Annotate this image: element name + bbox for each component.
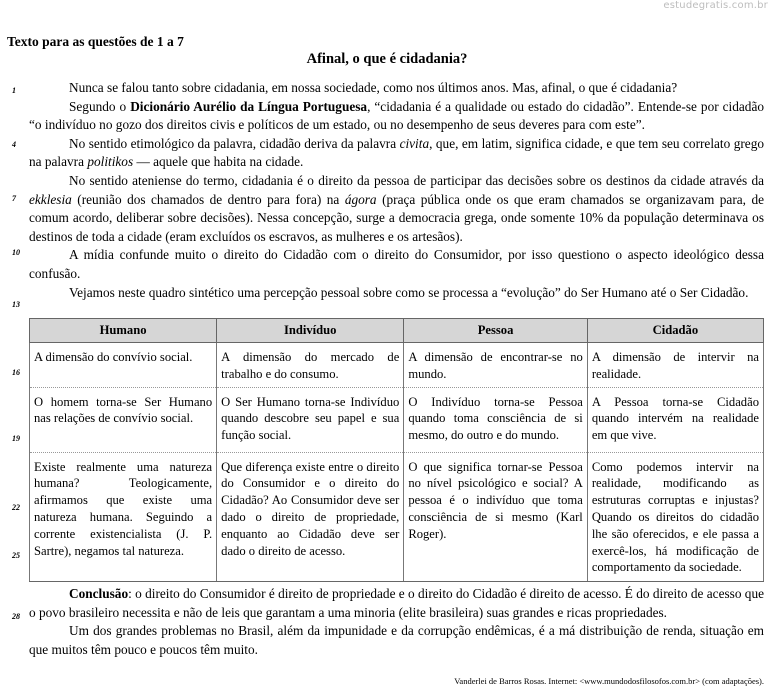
paragraph: Vejamos neste quadro sintético uma percepção pessoal sobre como se processa a “evolução” do Ser Humano até o Ser Cidadão. <box>69 284 749 300</box>
line-number: 25 <box>12 551 20 560</box>
table-cell: A dimensão de intervir na realidade. <box>587 343 763 388</box>
paragraph: A mídia confunde muito o direito do Cidadão com o direito do Consumidor, por isso questiono o aspecto ideológico dessa confusão. <box>29 247 764 281</box>
text-run: No sentido etimológico da palavra, cidadão deriva da palavra <box>69 135 400 151</box>
text-run: : o direito do Consumidor é direito de propriedade e o direito do Cidadão é direito de acesso. É do direito de acesso que o povo brasileiro necessita e não de leis que garantam a uma minoria (elite brasileira) suas grandes e ricas propriedades. <box>29 586 764 620</box>
table-cell: Como podemos intervir na realidade, modificando as estruturas corruptas e injustas? Quando os direitos do cidadão lhe são oferecidos, e ele passa a exercê-los, há modificação de comportamento da sociedade. <box>587 452 763 581</box>
section-heading: Texto para as questões de 1 a 7 <box>7 34 184 49</box>
text-run: , que, em latim, significa cidade, e que tem seu correlato grego na palavra <box>29 135 764 170</box>
paragraph: Um dos grandes problemas no Brasil, além da impunidade e da corrupção endêmicas, é a má distribuição de renda, situação em que muitos têm pouco e poucos têm muito. <box>29 623 764 657</box>
greek-term: ágora <box>344 191 377 207</box>
column-header: Humano <box>30 319 217 343</box>
text-run: No sentido ateniense do termo, cidadania é o direito da pessoa de participar das decisões sobre os destinos da cidade através da <box>69 172 764 188</box>
text-run: (reunião dos chamados de dentro para fora) na <box>71 191 345 207</box>
line-number: 22 <box>12 503 20 512</box>
table-row <box>30 387 764 452</box>
table-cell: O homem torna-se Ser Humano nas relações de convívio social. <box>30 387 217 452</box>
conclusion-label: Conclusão <box>69 586 129 601</box>
table-cell: A dimensão do mercado de trabalho e do consumo. <box>217 343 404 388</box>
comparison-table <box>29 318 764 582</box>
greek-term: ekklesia <box>29 191 72 207</box>
table-cell: Que diferença existe entre o direito do Consumidor e o direito do Cidadão? Ao Consumidor deve ser dado o direito de propriedade, enquanto ao Cidadão deve ser dado o direito de acesso. <box>217 452 404 581</box>
table-cell: O Indivíduo torna-se Pessoa quando toma consciência de si mesmo, do outro e do mundo. <box>404 387 588 452</box>
table-cell: A dimensão do convívio social. <box>30 343 217 388</box>
table-cell: A dimensão de encontrar-se no mundo. <box>404 343 588 388</box>
table-header-row <box>30 319 764 343</box>
line-number: 19 <box>12 434 20 443</box>
line-number: 13 <box>12 300 20 309</box>
watermark: estudegratis.com.br <box>663 0 768 11</box>
paragraph: Nunca se falou tanto sobre cidadania, em nossa sociedade, como nos últimos anos. Mas, afinal, o que é cidadania? <box>69 80 678 95</box>
source-citation: Vanderlei de Barros Rosas. Internet: <www.mundodosfilosofos.com.br> (com adaptações). <box>454 676 764 686</box>
line-number: 10 <box>12 248 20 257</box>
text-run: (praça pública onde os que eram chamados se organizavam para, de comum acordo, deliberar sobre decisões). Nessa concepção, surge a democracia grega, onde somente 10% da população determinava os destinos de toda a cidade (eram excluídos os escravos, as mulheres e os artesãos). <box>29 191 764 244</box>
line-number: 7 <box>12 194 16 203</box>
greek-term: politikos <box>87 154 134 170</box>
line-number: 4 <box>12 140 16 149</box>
text-run: , “cidadania é a qualidade ou estado do cidadão”. Entende-se por cidadão “o indivíduo no gozo dos direitos civis e políticos de um estado, ou no desempenho de seus deveres para com este”. <box>29 98 764 133</box>
paragraph <box>29 135 764 172</box>
line-number: 28 <box>12 612 20 621</box>
text-title: Afinal, o que é cidadania? <box>306 51 468 67</box>
column-header: Cidadão <box>587 319 763 343</box>
table-cell: O Ser Humano torna-se Indivíduo quando descobre seu papel e sua função social. <box>217 387 404 452</box>
text-run: Segundo o <box>69 98 131 114</box>
body-text <box>29 79 764 302</box>
text-run: — aquele que habita na cidade. <box>133 154 304 170</box>
table-row <box>30 452 764 581</box>
latin-term: civita <box>399 135 430 151</box>
column-header: Indivíduo <box>217 319 404 343</box>
paragraph <box>29 585 764 622</box>
table-cell: Existe realmente uma natureza humana? Teologicamente, afirmamos que existe uma natureza humana. Seguindo a corrente existencialista (J. P. Sartre), negamos tal natureza. <box>30 452 217 581</box>
dictionary-name: Dicionário Aurélio da Língua Portuguesa <box>130 98 368 114</box>
paragraph <box>29 172 764 246</box>
paragraph <box>29 98 764 135</box>
table-cell: A Pessoa torna-se Cidadão quando intervém na realidade em que vive. <box>587 387 763 452</box>
table-row <box>30 343 764 388</box>
column-header: Pessoa <box>404 319 588 343</box>
conclusion-text <box>29 585 764 659</box>
line-number: 1 <box>12 86 16 95</box>
line-number: 16 <box>12 368 20 377</box>
table-cell: O que significa tornar-se Pessoa no nível psicológico e social? A pessoa é o indivíduo que toma consciência de si mesmo (Karl Roger). <box>404 452 588 581</box>
